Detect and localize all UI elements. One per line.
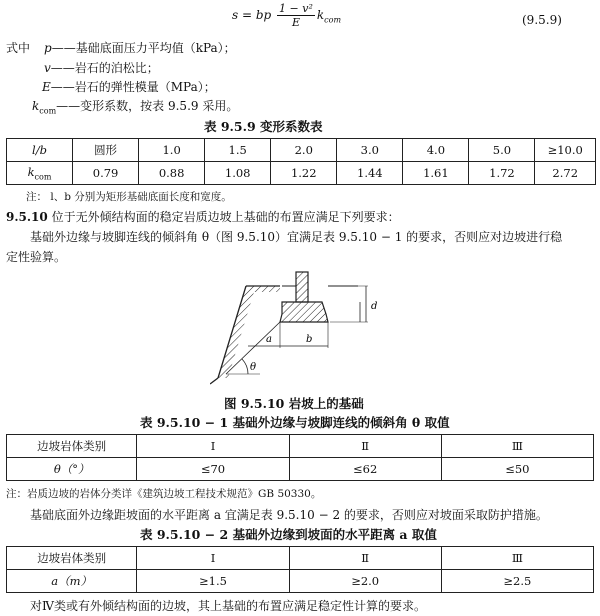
label-theta: θ bbox=[250, 362, 257, 373]
table2-caption: 表 9.5.10 − 1 基础外边缘与坡脚连线的倾斜角 θ 取值 bbox=[140, 415, 450, 430]
table-9-5-10-2 bbox=[6, 546, 594, 593]
table-cell: ≤70 bbox=[137, 458, 289, 481]
table-9-5-10-1 bbox=[6, 434, 594, 481]
formula-9-5-9 bbox=[232, 2, 341, 29]
table-cell: 边坡岩体类别 bbox=[7, 547, 137, 570]
foundation-column bbox=[296, 272, 308, 302]
table-cell: Ⅱ bbox=[289, 547, 441, 570]
foundation-footing bbox=[280, 302, 328, 322]
formula-denominator: E bbox=[291, 16, 300, 29]
table2-note: 注：岩质边坡的岩体分类详《建筑边坡工程技术规范》GB 50330。 bbox=[6, 488, 322, 500]
table-cell: 5.0 bbox=[469, 139, 535, 162]
formula-number: (9.5.9) bbox=[522, 13, 562, 27]
table-cell: a（m） bbox=[7, 570, 137, 593]
section-heading bbox=[6, 209, 400, 225]
table-cell: 1.44 bbox=[337, 162, 403, 185]
label-a: a bbox=[266, 334, 272, 345]
table-cell: ≥2.5 bbox=[441, 570, 593, 593]
table-cell: 1.5 bbox=[205, 139, 271, 162]
theta-arc bbox=[242, 359, 248, 374]
table-cell: 1.72 bbox=[469, 162, 535, 185]
def-k bbox=[32, 98, 238, 119]
formula-lhs: s = bp bbox=[232, 8, 272, 22]
table-cell: 3.0 bbox=[337, 139, 403, 162]
table-cell: 1.0 bbox=[139, 139, 205, 162]
table-cell: ≥1.5 bbox=[137, 570, 289, 593]
formula-k-sub: com bbox=[324, 15, 342, 25]
table-cell: ≤50 bbox=[441, 458, 593, 481]
def-k-sub: com bbox=[39, 106, 57, 116]
table-cell: 圆形 bbox=[73, 139, 139, 162]
def-v bbox=[44, 60, 159, 76]
table-row bbox=[7, 458, 594, 481]
table-cell: 4.0 bbox=[403, 139, 469, 162]
table1-note: 注： l、b 分别为矩形基础底面长度和宽度。 bbox=[26, 191, 232, 203]
def-p-text: ——基础底面压力平均值（kPa）； bbox=[51, 41, 236, 55]
table-row bbox=[7, 570, 594, 593]
table-row bbox=[7, 139, 596, 162]
def-E-text: ——岩石的弹性模量（MPa）； bbox=[50, 80, 216, 94]
table-9-5-9 bbox=[6, 138, 596, 185]
def-lead: 式中 bbox=[6, 41, 31, 55]
table-cell: Ⅱ bbox=[289, 435, 441, 458]
def-E-symbol: E bbox=[42, 80, 51, 94]
def-v-text: ——岩石的泊松比； bbox=[50, 61, 159, 75]
table-row bbox=[7, 162, 596, 185]
table-cell: 0.79 bbox=[73, 162, 139, 185]
def-v-symbol: v bbox=[44, 61, 51, 75]
def-k-symbol: k bbox=[32, 99, 40, 113]
table-cell: 2.0 bbox=[271, 139, 337, 162]
table-cell: Ⅲ bbox=[441, 435, 593, 458]
figure-rock-slope-foundation bbox=[210, 266, 400, 388]
label-b: b bbox=[306, 334, 313, 345]
formula-k: k bbox=[316, 8, 325, 22]
table-row bbox=[7, 547, 594, 570]
table-cell: ≥2.0 bbox=[289, 570, 441, 593]
section-number: 9.5.10 bbox=[6, 210, 48, 224]
slope-hatch bbox=[218, 286, 280, 378]
figure-caption: 图 9.5.10 岩坡上的基础 bbox=[224, 396, 364, 411]
table-cell: Ⅰ bbox=[137, 547, 289, 570]
def-k-text: ——变形系数，按表 9.5.9 采用。 bbox=[56, 99, 239, 113]
table-cell: Ⅰ bbox=[137, 435, 289, 458]
section-para1-line2: 定性验算。 bbox=[6, 250, 67, 264]
table-cell: 1.22 bbox=[271, 162, 337, 185]
para3: 对Ⅳ类或有外倾结构面的边坡，其上基础的布置应满足稳定性计算的要求。 bbox=[30, 599, 426, 613]
table-cell: 2.72 bbox=[535, 162, 596, 185]
def-p bbox=[44, 40, 236, 56]
table-cell: 1.08 bbox=[205, 162, 271, 185]
table-cell: ≥10.0 bbox=[535, 139, 596, 162]
formula-fraction bbox=[277, 2, 315, 29]
table-cell-k-com bbox=[7, 162, 73, 185]
formula-numerator: 1 − v² bbox=[279, 2, 313, 15]
k-symbol: k bbox=[27, 164, 35, 179]
k-sub: com bbox=[34, 172, 52, 182]
def-E bbox=[42, 79, 216, 95]
table-cell: θ（°） bbox=[7, 458, 137, 481]
label-d: d bbox=[371, 301, 378, 312]
table1-caption: 表 9.5.9 变形系数表 bbox=[204, 119, 323, 134]
table-cell: l/b bbox=[7, 139, 73, 162]
def-p-symbol: p bbox=[44, 41, 52, 55]
table-cell: 边坡岩体类别 bbox=[7, 435, 137, 458]
table-cell: 0.88 bbox=[139, 162, 205, 185]
table-row bbox=[7, 435, 594, 458]
table3-caption: 表 9.5.10 − 2 基础外边缘到坡面的水平距离 a 取值 bbox=[140, 527, 437, 542]
table-cell: ≤62 bbox=[289, 458, 441, 481]
section-heading-text: 位于无外倾结构面的稳定岩质边坡上基础的布置应满足下列要求： bbox=[51, 210, 400, 224]
table-cell: Ⅲ bbox=[441, 547, 593, 570]
section-para1-line1: 基础外边缘与坡脚连线的倾斜角 θ（图 9.5.10）宜满足表 9.5.10 − 1 的要求，否则应对边坡进行稳 bbox=[30, 230, 563, 244]
para2: 基础底面外边缘距坡面的水平距离 a 宜满足表 9.5.10 − 2 的要求，否则应对坡面采取防护措施。 bbox=[30, 508, 548, 522]
table-cell: 1.61 bbox=[403, 162, 469, 185]
